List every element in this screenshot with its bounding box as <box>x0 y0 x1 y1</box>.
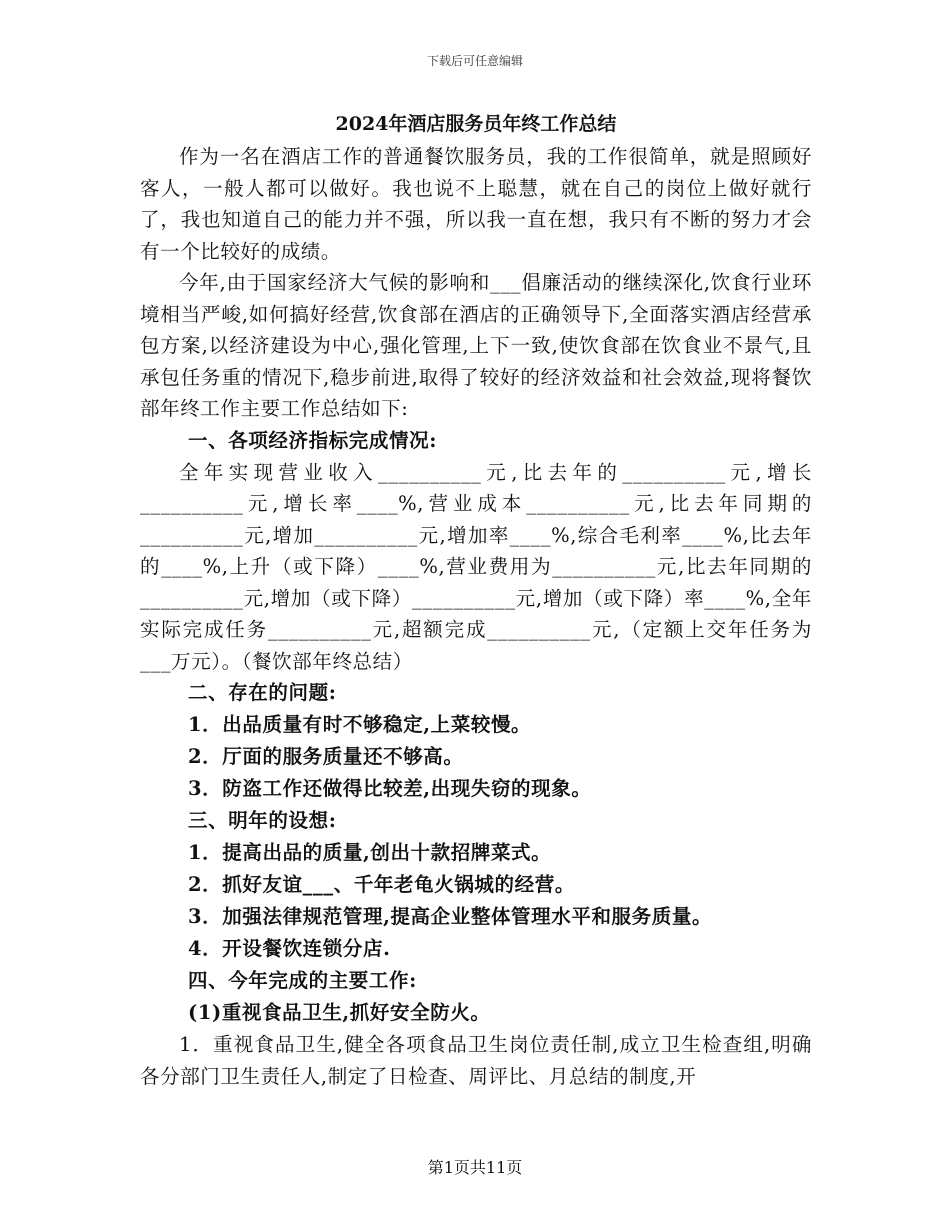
section3-heading: 三、明年的设想: <box>188 809 337 832</box>
section4-heading: 四、今年完成的主要工作: <box>188 969 417 992</box>
paragraph-context: 今年,由于国家经济大气候的影响和___倡廉活动的继续深化,饮食行业环境相当严峻,如何搞好经营,饮食部在酒店的正确领导下,全面落实酒店经营承包方案,以经济建设为中心,强化管理,上下一致,使饮食部在饮食业不景气,且承包任务重的情况下,稳步前进,取得了较好的经济效益和社会效益,现将餐饮部年终工作主要工作总结如下: <box>140 271 812 420</box>
section3-item: 2．抓好友谊___、千年老龟火锅城的经营。 <box>188 873 575 896</box>
section3-item: 4．开设餐饮连锁分店. <box>188 937 391 960</box>
paragraph-intro: 作为一名在酒店工作的普通餐饮服务员，我的工作很简单，就是照顾好客人，一般人都可以做好。我也说不上聪慧，就在自己的岗位上做好就行了，我也知道自己的能力并不强，所以我一直在想，我只有不断的努力才会有一个比较好的成绩。 <box>140 145 812 263</box>
section2-item: 3．防盗工作还做得比较差,出现失窃的现象。 <box>188 777 592 800</box>
section3-item: 1．提高出品的质量,创出十款招牌菜式。 <box>188 841 552 864</box>
section2-heading: 二、存在的问题: <box>188 681 337 704</box>
section2-item: 1．出品质量有时不够稳定,上菜较慢。 <box>188 713 532 736</box>
section1-body: 全年实现营业收入__________元,比去年的__________元,增长__________元,增长率____%,营业成本__________元,比去年同期的__________元,增加__________元,增加率____%,综合毛利率____%,比去年的____%,上升（或下降）____%,营业费用为__________元,比去年同期的__________元,增加（或下降）__________元,增加（或下降）率____%,全年实际完成任务__________元,超额完成__________元,（定额上交年任务为___万元）。（餐饮部年终总结） <box>140 460 812 673</box>
document-title: 2024年酒店服务员年终工作总结 <box>335 113 617 135</box>
page-footer: 第1页共11页 <box>427 1158 523 1177</box>
section4-subheading: (1)重视食品卫生,抓好安全防火。 <box>188 1001 491 1024</box>
section4-body: 1．重视食品卫生,健全各项食品卫生岗位责任制,成立卫生检查组,明确各分部门卫生责任人,制定了日检查、周评比、月总结的制度,开 <box>140 1033 812 1088</box>
page-header: 下载后可任意编辑 <box>426 54 523 68</box>
document-body <box>140 107 812 1092</box>
section2-item: 2．厅面的服务质量还不够高。 <box>188 745 464 768</box>
section1-heading: 一、各项经济指标完成情况: <box>188 428 437 452</box>
section3-item: 3．加强法律规范管理,提高企业整体管理水平和服务质量。 <box>188 905 713 928</box>
